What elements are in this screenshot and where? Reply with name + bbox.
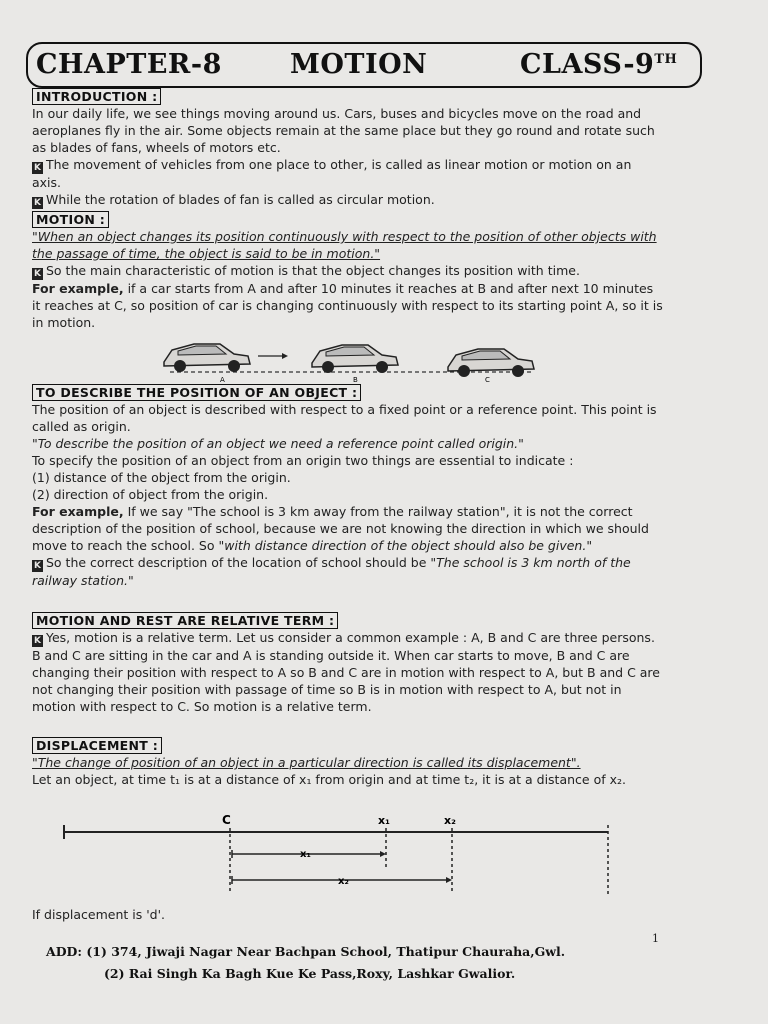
car-label-b: B bbox=[353, 376, 358, 384]
motion-example-text: if a car starts from A and after 10 minutes it reaches at B and after next 10 minutes it reaches at C, so position of car is changing continuously with respect to its starting point A, so it is in motion. bbox=[32, 281, 663, 330]
k-box-icon: K bbox=[32, 560, 43, 572]
introduction-section bbox=[32, 88, 664, 209]
class-superscript: TH bbox=[654, 52, 678, 67]
k-box-icon: K bbox=[32, 268, 43, 280]
position-para-2: To specify the position of an object from an origin two things are essential to indicate : bbox=[32, 453, 574, 468]
relative-para bbox=[32, 629, 664, 715]
position-para-3-italic: "The school is 3 km north of the railway station." bbox=[32, 555, 631, 588]
page-number: 1 bbox=[652, 932, 659, 945]
seg2-label: x₂ bbox=[338, 876, 349, 887]
x1-arrow-icon bbox=[380, 851, 386, 857]
position-example-italic: "with distance direction of the object should also be given." bbox=[218, 538, 593, 553]
arrow-head-icon bbox=[282, 353, 288, 359]
position-example bbox=[32, 503, 664, 554]
position-item-1: (1) distance of the object from the origin. bbox=[32, 470, 291, 485]
position-para-1: The position of an object is described with respect to a fixed point or a reference point. This point is called as origin. bbox=[32, 402, 657, 434]
car-icon bbox=[164, 344, 250, 372]
car-icon bbox=[312, 345, 398, 373]
cars-figure bbox=[150, 336, 540, 386]
motion-heading: MOTION : bbox=[32, 211, 109, 228]
footer-line-2: (2) Rai Singh Ka Bagh Kue Ke Pass,Roxy, Lashkar Gwalior. bbox=[104, 966, 516, 981]
displacement-figure bbox=[56, 808, 616, 904]
motion-definition: "When an object changes its position continuously with respect to the position of other objects with the passage of time, the object is said to be in motion." bbox=[32, 229, 657, 261]
position-example-text: If we say "The school is 3 km away from the railway station", it is not the correct description of the position of school, because we are not knowing the direction in which we should move to reach the school. So bbox=[32, 504, 649, 553]
relative-heading: MOTION AND REST ARE RELATIVE TERM : bbox=[32, 612, 338, 629]
position-example-label: For example, bbox=[32, 504, 124, 519]
k-box-icon: K bbox=[32, 197, 43, 209]
displacement-heading: DISPLACEMENT : bbox=[32, 737, 162, 754]
car-icon bbox=[448, 349, 534, 377]
class-text: CLASS-9 bbox=[520, 49, 655, 80]
origin-label: C bbox=[222, 813, 231, 827]
k-box-icon: K bbox=[32, 635, 43, 647]
x1-label: x₁ bbox=[378, 814, 390, 827]
position-quote: "To describe the position of an object we need a reference point called origin." bbox=[32, 436, 524, 451]
displacement-final bbox=[32, 906, 664, 923]
introduction-para-1: In our daily life, we see things moving around us. Cars, buses and bicycles move on the road and aeroplanes fly in the air. Some objects remain at the same place but they go round and rotate such as blades of fans, wheels of motors etc. bbox=[32, 106, 655, 155]
introduction-para-2-text: The movement of vehicles from one place to other, is called as linear motion or motion on an axis. bbox=[32, 157, 632, 190]
motion-example bbox=[32, 280, 664, 331]
introduction-para-3 bbox=[32, 191, 664, 209]
x2-arrow-icon bbox=[446, 877, 452, 883]
position-section bbox=[32, 384, 664, 589]
relative-para-text: Yes, motion is a relative term. Let us consider a common example : A, B and C are three persons. B and C are sitting in the car and A is standing outside it. When car starts to move, B and C are changing their position with respect to A so B and C are in motion with respect to A, but B and C are not changing their position with passage of time so B is in motion with respect to A, but not in motion with respect to C. So motion is a relative term. bbox=[32, 630, 660, 714]
motion-example-label: For example, bbox=[32, 281, 124, 296]
chapter-header bbox=[26, 42, 702, 88]
displacement-section bbox=[32, 737, 664, 788]
motion-para-1 bbox=[32, 262, 664, 280]
position-item-2: (2) direction of object from the origin. bbox=[32, 487, 269, 502]
seg1-label: x₁ bbox=[300, 849, 311, 860]
x2-label: x₂ bbox=[444, 814, 456, 827]
introduction-para-2 bbox=[32, 156, 664, 191]
introduction-heading: INTRODUCTION : bbox=[32, 88, 161, 105]
position-para-3-text: So the correct description of the location of school should be bbox=[46, 555, 431, 570]
class-label bbox=[520, 49, 677, 80]
displacement-definition: "The change of position of an object in a particular direction is called its displacement". bbox=[32, 755, 581, 770]
position-para-3 bbox=[32, 554, 664, 589]
introduction-para-3-text: While the rotation of blades of fan is called as circular motion. bbox=[46, 192, 435, 207]
chapter-label: CHAPTER-8 bbox=[36, 49, 222, 80]
displacement-para: Let an object, at time t₁ is at a distance of x₁ from origin and at time t₂, it is at a distance of x₂. bbox=[32, 772, 626, 787]
subject-title: MOTION bbox=[290, 49, 428, 80]
motion-section bbox=[32, 211, 664, 331]
displacement-final-text: If displacement is 'd'. bbox=[32, 907, 166, 922]
motion-para-1-text: So the main characteristic of motion is that the object changes its position with time. bbox=[46, 263, 580, 278]
k-box-icon: K bbox=[32, 162, 43, 174]
car-label-a: A bbox=[220, 376, 225, 384]
car-label-c: C bbox=[485, 376, 490, 384]
relative-section bbox=[32, 612, 664, 715]
position-heading: TO DESCRIBE THE POSITION OF AN OBJECT : bbox=[32, 384, 361, 401]
footer-line-1: ADD: (1) 374, Jiwaji Nagar Near Bachpan School, Thatipur Chauraha,Gwl. bbox=[46, 944, 566, 959]
